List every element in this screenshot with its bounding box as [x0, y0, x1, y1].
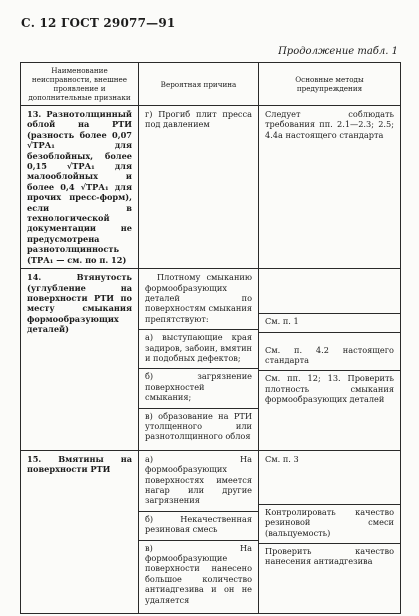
page-header: С. 12 ГОСТ 29077—91 — [21, 16, 176, 30]
cause-item: г) Прогиб плит пресса под давлением — [145, 109, 252, 130]
table-header-row — [21, 63, 401, 106]
cause-item: а) выступающие края задиров, забоин, вмятин и подобных дефектов; — [139, 329, 258, 368]
defect-cell: 14. Втянутость (углубление на поверхности РТИ по месту смыкания формообразующих деталей) — [21, 269, 139, 451]
method-item: Следует соблюдать требования пп. 2.1—2.3; 2.5; 4.4а настоящего стандарта — [265, 109, 394, 140]
defect-cell: 15. Вмятины на поверхности РТИ — [21, 450, 139, 613]
column-header-cause: Вероятная причина — [139, 63, 259, 106]
table-row — [21, 106, 401, 269]
table-row — [21, 450, 401, 613]
method-item: См. п. 4.2 настоящего стандарта — [259, 332, 400, 371]
cause-cell — [139, 269, 259, 451]
cause-cell — [139, 450, 259, 613]
defects-table — [20, 62, 401, 614]
method-item: См. п. 1 — [259, 313, 400, 331]
cause-item: Плотному смыканию формообразующих деталей по поверхностям смыкания препятствуют: — [145, 272, 252, 324]
defect-cell: 13. Разнотолщинный облой на РТИ (разность более 0,07 √ТРА₁ для безоблойных, более 0,15 √ТРА₁ для малооблойных и более 0,4 √ТРА₁ для прочих пресс-форм), если в технологической документации не предусмотрена разнотолщинность (ТРА₁ — см. по п. 12) — [21, 106, 139, 269]
table-continuation-label: Продолжение табл. 1 — [278, 46, 398, 57]
method-item: Контролировать качество резиновой смеси (вальцуемость) — [259, 504, 400, 543]
method-item: Проверить качество нанесения антиадгезива — [259, 543, 400, 572]
column-header-methods: Основные методы предупреждения — [259, 63, 401, 106]
table-row — [21, 269, 401, 451]
cause-item: а) На формообразующих поверхностях имеется нагар или другие загрязнения — [145, 453, 252, 506]
cause-item: в) На формообразующие поверхности нанесено большое количество антиадгезива и он не удаляется — [139, 540, 258, 610]
cause-item: б) Некачественная резиновая смесь — [139, 511, 258, 540]
cause-cell — [139, 106, 259, 269]
method-item: См. пп. 12; 13. Проверить плотность смыкания формообразующих деталей — [259, 370, 400, 409]
method-item — [259, 272, 400, 313]
method-cell — [259, 450, 401, 613]
method-item: См. п. 3 — [265, 453, 299, 464]
method-cell — [259, 269, 401, 451]
column-header-defect: Наименование неисправности, внешнее проявление и дополнительные признаки — [21, 63, 139, 106]
method-cell — [259, 106, 401, 269]
cause-item: в) образование на РТИ утолщенного или разнотолщинного облоя — [139, 408, 258, 447]
cause-item: б) загрязнение поверхностей смыкания; — [139, 368, 258, 407]
